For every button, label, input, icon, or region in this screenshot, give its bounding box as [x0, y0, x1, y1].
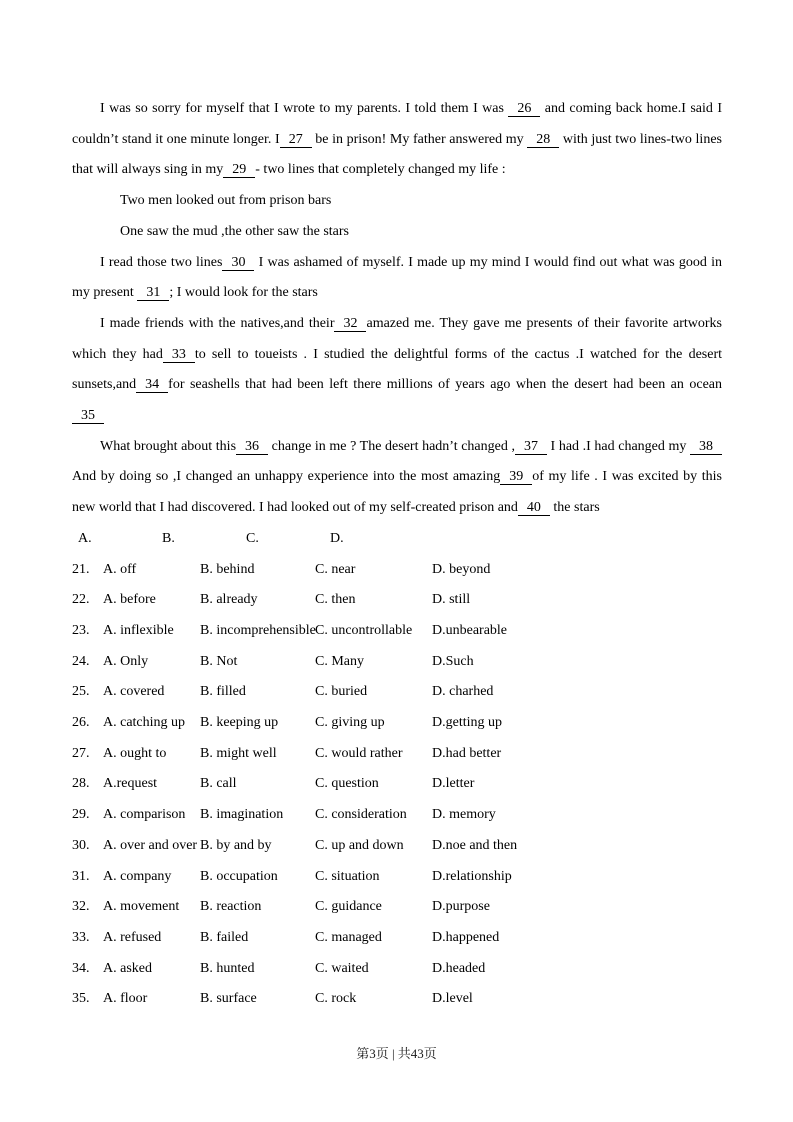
cloze-blank-35: 35 — [72, 408, 104, 424]
passage-text: change in me ? The desert hadn’t changed , — [268, 438, 515, 454]
cloze-blank-30: 30 — [222, 255, 254, 271]
question-row — [72, 769, 722, 800]
cloze-blank-33: 33 — [163, 347, 195, 363]
option-d: D. charhed — [432, 684, 494, 700]
option-b: B. call — [200, 776, 237, 792]
option-column-label: C. — [246, 530, 259, 546]
option-b: B. hunted — [200, 960, 255, 976]
cloze-blank-31: 31 — [137, 285, 169, 301]
option-b: B. already — [200, 592, 258, 608]
question-number: 26. — [72, 715, 90, 731]
question-row — [72, 831, 722, 862]
option-b: B. keeping up — [200, 715, 279, 731]
option-b: B. imagination — [200, 807, 284, 823]
passage-text: with just two lines-two lines that will always sing in my — [72, 131, 722, 178]
option-d: D.letter — [432, 776, 475, 792]
cloze-blank-29: 29 — [223, 162, 255, 178]
question-number: 28. — [72, 776, 90, 792]
option-a: A. floor — [103, 991, 148, 1007]
questions — [72, 555, 722, 1016]
question-row — [72, 984, 722, 1015]
option-b: B. occupation — [200, 868, 278, 884]
passage-paragraph — [72, 94, 722, 186]
option-b: B. by and by — [200, 837, 272, 853]
passage-text: I was so sorry for myself that I wrote to my parents. I told them I was — [100, 101, 509, 116]
option-d: D.headed — [432, 960, 486, 976]
passage-text: What brought about this — [100, 438, 237, 454]
option-c: C. guidance — [315, 899, 382, 915]
option-c: C. rock — [315, 991, 357, 1007]
question-row — [72, 585, 722, 616]
passage-text: Two men looked out from prison bars — [120, 193, 332, 209]
cloze-blank-37: 37 — [515, 439, 547, 455]
option-c: C. near — [315, 561, 356, 577]
option-d: D.happened — [432, 929, 500, 945]
question-number: 23. — [72, 622, 90, 638]
question-number: 31. — [72, 868, 90, 884]
option-a: A. ought to — [103, 745, 167, 761]
option-c: C. up and down — [315, 837, 404, 853]
passage-text: the stars — [549, 500, 600, 516]
option-c: C. situation — [315, 868, 380, 884]
option-a: A.request — [103, 776, 158, 792]
option-a: A. movement — [103, 899, 180, 915]
option-b: B. filled — [200, 684, 246, 700]
option-c: C. Many — [315, 653, 364, 669]
option-a: A. over and over — [103, 837, 198, 853]
option-b: B. failed — [200, 929, 249, 945]
question-row — [72, 616, 722, 647]
option-a: A. before — [103, 592, 156, 608]
option-c: C. giving up — [315, 715, 385, 731]
options-header-row — [72, 524, 722, 555]
option-b: B. incomprehensible — [200, 622, 316, 638]
passage-text: One saw the mud ,the other saw the stars — [120, 223, 349, 239]
passage-text: and coming back home.I said I couldn’t stand it one minute longer. I — [72, 101, 722, 147]
passage-text: be in prison! My father answered my — [311, 131, 528, 147]
cloze-blank-34: 34 — [136, 377, 168, 393]
option-c: C. consideration — [315, 807, 407, 823]
option-b: B. might well — [200, 745, 277, 761]
question-number: 35. — [72, 991, 90, 1007]
option-c: C. would rather — [315, 745, 403, 761]
question-row — [72, 954, 722, 985]
option-b: B. surface — [200, 991, 257, 1007]
passage-paragraph — [72, 248, 722, 309]
option-d: D. still — [432, 592, 471, 608]
passage-paragraph — [120, 186, 722, 217]
passage-text: for seashells that had been left there millions of years ago when the desert had been an ocean — [168, 377, 722, 393]
question-number: 24. — [72, 653, 90, 669]
passage-text: to sell to toueists . I studied the delightful forms of the cactus .I watched for the desert sunsets,and — [72, 346, 722, 393]
page-content — [72, 94, 722, 1015]
passage — [72, 94, 722, 524]
question-number: 22. — [72, 592, 90, 608]
question-number: 33. — [72, 929, 90, 945]
passage-paragraph — [120, 217, 722, 248]
question-row — [72, 800, 722, 831]
option-d: D.getting up — [432, 715, 502, 731]
option-c: C. uncontrollable — [315, 622, 413, 638]
question-number: 34. — [72, 960, 90, 976]
option-b: B. behind — [200, 561, 255, 577]
page-footer: 第3页 | 共43页 — [356, 1046, 437, 1061]
option-column-label: B. — [162, 530, 175, 546]
passage-paragraph — [72, 309, 722, 432]
question-row — [72, 862, 722, 893]
option-d: D.had better — [432, 745, 502, 761]
cloze-blank-38: 38 — [690, 439, 722, 455]
option-a: A. off — [103, 561, 137, 577]
option-c: C. managed — [315, 929, 382, 945]
option-c: C. question — [315, 776, 379, 792]
cloze-blank-28: 28 — [527, 132, 559, 148]
passage-text: of my life . I was excited by this new world that I had discovered. I had looked out of my self-created prison and — [72, 469, 722, 516]
passage-text: And by doing so ,I changed an unhappy experience into the most amazing — [72, 469, 501, 485]
question-number: 32. — [72, 899, 90, 915]
option-a: A. company — [103, 868, 172, 884]
option-column-label: A. — [78, 530, 92, 546]
cloze-blank-27: 27 — [280, 132, 312, 148]
option-a: A. comparison — [103, 807, 186, 823]
option-d: D. beyond — [432, 561, 491, 577]
question-row — [72, 555, 722, 586]
passage-text: ; I would look for the stars — [169, 285, 318, 301]
option-a: A. inflexible — [103, 622, 174, 638]
option-d: D.unbearable — [432, 622, 508, 638]
cloze-blank-36: 36 — [236, 439, 268, 455]
option-d: D.Such — [432, 653, 474, 669]
option-a: A. catching up — [103, 715, 186, 731]
passage-text: - two lines that completely changed my life : — [255, 162, 506, 178]
passage-paragraph — [72, 432, 722, 524]
option-column-label: D. — [330, 530, 344, 546]
question-row — [72, 708, 722, 739]
option-c: C. then — [315, 592, 356, 608]
passage-text: amazed me. They gave me presents of their favorite artworks which they had — [72, 315, 722, 362]
option-d: D. memory — [432, 807, 496, 823]
cloze-blank-26: 26 — [508, 101, 540, 117]
question-row — [72, 647, 722, 678]
option-a: A. refused — [103, 929, 162, 945]
question-row — [72, 739, 722, 770]
cloze-blank-40: 40 — [518, 500, 550, 516]
question-number: 30. — [72, 837, 90, 853]
option-b: B. reaction — [200, 899, 262, 915]
option-d: D.relationship — [432, 868, 512, 884]
question-number: 25. — [72, 684, 90, 700]
passage-text: I read those two lines — [100, 254, 223, 270]
option-b: B. Not — [200, 653, 238, 669]
cloze-blank-32: 32 — [334, 316, 366, 332]
question-row — [72, 923, 722, 954]
option-a: A. asked — [103, 960, 152, 976]
option-c: C. buried — [315, 684, 368, 700]
option-d: D.noe and then — [432, 837, 518, 853]
question-number: 27. — [72, 745, 90, 761]
option-d: D.purpose — [432, 899, 490, 915]
question-number: 21. — [72, 561, 90, 577]
passage-text: I made friends with the natives,and their — [100, 315, 335, 331]
passage-text: I was ashamed of myself. I made up my mind I would find out what was good in my present — [72, 254, 722, 301]
passage-text: I had .I had changed my — [546, 438, 690, 454]
question-number: 29. — [72, 807, 90, 823]
option-d: D.level — [432, 991, 473, 1007]
cloze-blank-39: 39 — [500, 469, 532, 485]
option-a: A. covered — [103, 684, 165, 700]
question-row — [72, 677, 722, 708]
option-a: A. Only — [103, 653, 149, 669]
option-c: C. waited — [315, 960, 369, 976]
question-row — [72, 892, 722, 923]
